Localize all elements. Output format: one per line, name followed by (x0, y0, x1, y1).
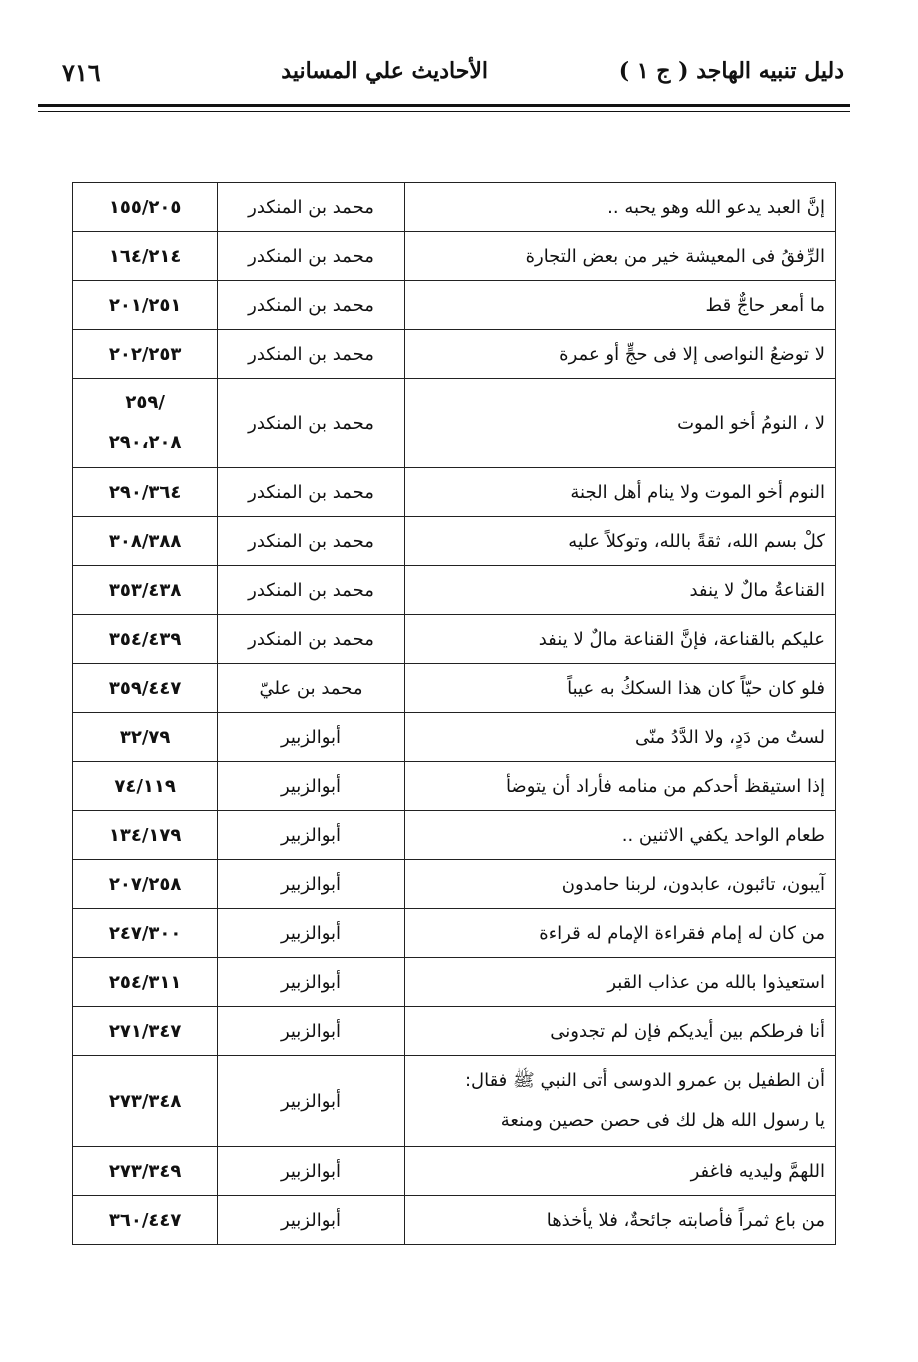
table-row (73, 909, 836, 958)
hadith-text: من كان له إمام فقراءة الإمام له قراءة (404, 909, 835, 958)
header-rule-thick (38, 104, 850, 107)
narrator: أبوالزبير (218, 1196, 404, 1245)
narrator: أبوالزبير (218, 713, 404, 762)
table-row (73, 1056, 836, 1147)
reference: ٣٠٨/٣٨٨ (73, 517, 218, 566)
hadith-text: الرِّفقُ فى المعيشة خير من بعض التجارة (404, 232, 835, 281)
reference-line-2: ٢٩٠،٢٠٨ (108, 432, 182, 453)
reference: ٢٠١/٢٥١ (73, 281, 218, 330)
reference: ٢٧٣/٣٤٩ (73, 1147, 218, 1196)
narrator: محمد بن المنكدر (218, 566, 404, 615)
narrator: أبوالزبير (218, 909, 404, 958)
reference: ٢٤٧/٣٠٠ (73, 909, 218, 958)
reference: ١٥٥/٢٠٥ (73, 183, 218, 232)
table-row (73, 860, 836, 909)
narrator: محمد بن المنكدر (218, 615, 404, 664)
table-row (73, 713, 836, 762)
reference: ٢٧٣/٣٤٨ (73, 1056, 218, 1147)
table-row (73, 566, 836, 615)
narrator: محمد بن المنكدر (218, 330, 404, 379)
table-row (73, 468, 836, 517)
narrator: محمد بن المنكدر (218, 517, 404, 566)
page-number: ٧١٦ (62, 58, 101, 87)
table-row (73, 1007, 836, 1056)
table-row (73, 232, 836, 281)
hadith-text: إنَّ العبد يدعو الله وهو يحبه .. (404, 183, 835, 232)
narrator: محمد بن عليّ (218, 664, 404, 713)
table-row (73, 330, 836, 379)
reference-line-1: /٢٥٩ (125, 392, 165, 413)
page-header (40, 58, 848, 98)
narrator: أبوالزبير (218, 1056, 404, 1147)
table-row (73, 762, 836, 811)
narrator: أبوالزبير (218, 860, 404, 909)
hadith-text: إذا استيقظ أحدكم من منامه فأراد أن يتوضأ (404, 762, 835, 811)
hadith-text: النوم أخو الموت ولا ينام أهل الجنة (404, 468, 835, 517)
table-row (73, 811, 836, 860)
hadith-text: من باع ثمراً فأصابته جائحةٌ، فلا يأخذها (404, 1196, 835, 1245)
hadith-text: عليكم بالقناعة، فإنَّ القناعة مالٌ لا ينفد (404, 615, 835, 664)
hadith-text: لا ، النومُ أخو الموت (404, 379, 835, 468)
reference: ١٦٤/٢١٤ (73, 232, 218, 281)
hadith-text: اللهمَّ وليديه فاغفر (404, 1147, 835, 1196)
narrator: أبوالزبير (218, 1147, 404, 1196)
reference: ٧٤/١١٩ (73, 762, 218, 811)
book-title: دليل تنبيه الهاجد ( ج ١ ) (618, 58, 844, 84)
table-row (73, 379, 836, 468)
reference: ٢٧١/٣٤٧ (73, 1007, 218, 1056)
hadith-text (404, 1056, 835, 1147)
table-row (73, 1196, 836, 1245)
hadith-text: فلو كان حيّاً كان هذا السككُ به عيباً (404, 664, 835, 713)
narrator: محمد بن المنكدر (218, 183, 404, 232)
narrator: أبوالزبير (218, 958, 404, 1007)
narrator: محمد بن المنكدر (218, 281, 404, 330)
table-row (73, 958, 836, 1007)
reference: ٢٩٠/٣٦٤ (73, 468, 218, 517)
hadith-text: آيبون، تائبون، عابدون، لربنا حامدون (404, 860, 835, 909)
hadith-text: لا توضعُ النواصى إلا فى حجٍّ أو عمرة (404, 330, 835, 379)
reference: ٣٥٣/٤٣٨ (73, 566, 218, 615)
section-title: الأحاديث علي المسانيد (281, 58, 488, 84)
hadith-text: لستُ من دَدٍ، ولا الدَّدُ منّى (404, 713, 835, 762)
hadith-table (72, 182, 836, 1245)
narrator: محمد بن المنكدر (218, 379, 404, 468)
table-row (73, 1147, 836, 1196)
reference: ٣٦٠/٤٤٧ (73, 1196, 218, 1245)
hadith-text-line-1: أن الطفيل بن عمرو الدوسى أتى النبي ﷺ فقال: (464, 1070, 825, 1091)
header-rule-thin (38, 111, 850, 112)
reference: ٣٥٩/٤٤٧ (73, 664, 218, 713)
narrator: أبوالزبير (218, 762, 404, 811)
reference: ٢٥٤/٣١١ (73, 958, 218, 1007)
hadith-text: القناعةُ مالٌ لا ينفد (404, 566, 835, 615)
reference: ٢٠٧/٢٥٨ (73, 860, 218, 909)
table-row (73, 183, 836, 232)
reference: ٢٠٢/٢٥٣ (73, 330, 218, 379)
reference (73, 379, 218, 468)
hadith-text: ما أمعر حاجٌّ قط (404, 281, 835, 330)
reference: ٣٥٤/٤٣٩ (73, 615, 218, 664)
table-row (73, 664, 836, 713)
hadith-text: كلْ بسم الله، ثقةً بالله، وتوكلاً عليه (404, 517, 835, 566)
hadith-text: استعيذوا بالله من عذاب القبر (404, 958, 835, 1007)
hadith-text: طعام الواحد يكفي الاثنين .. (404, 811, 835, 860)
reference: ٣٢/٧٩ (73, 713, 218, 762)
narrator: محمد بن المنكدر (218, 232, 404, 281)
table-row (73, 615, 836, 664)
narrator: محمد بن المنكدر (218, 468, 404, 517)
narrator: أبوالزبير (218, 1007, 404, 1056)
table-row (73, 517, 836, 566)
hadith-text: أنا فرطكم بين أيديكم فإن لم تجدونى (404, 1007, 835, 1056)
table-row (73, 281, 836, 330)
narrator: أبوالزبير (218, 811, 404, 860)
hadith-text-line-2: يا رسول الله هل لك فى حصن حصين ومنعة (500, 1110, 825, 1131)
reference: ١٣٤/١٧٩ (73, 811, 218, 860)
